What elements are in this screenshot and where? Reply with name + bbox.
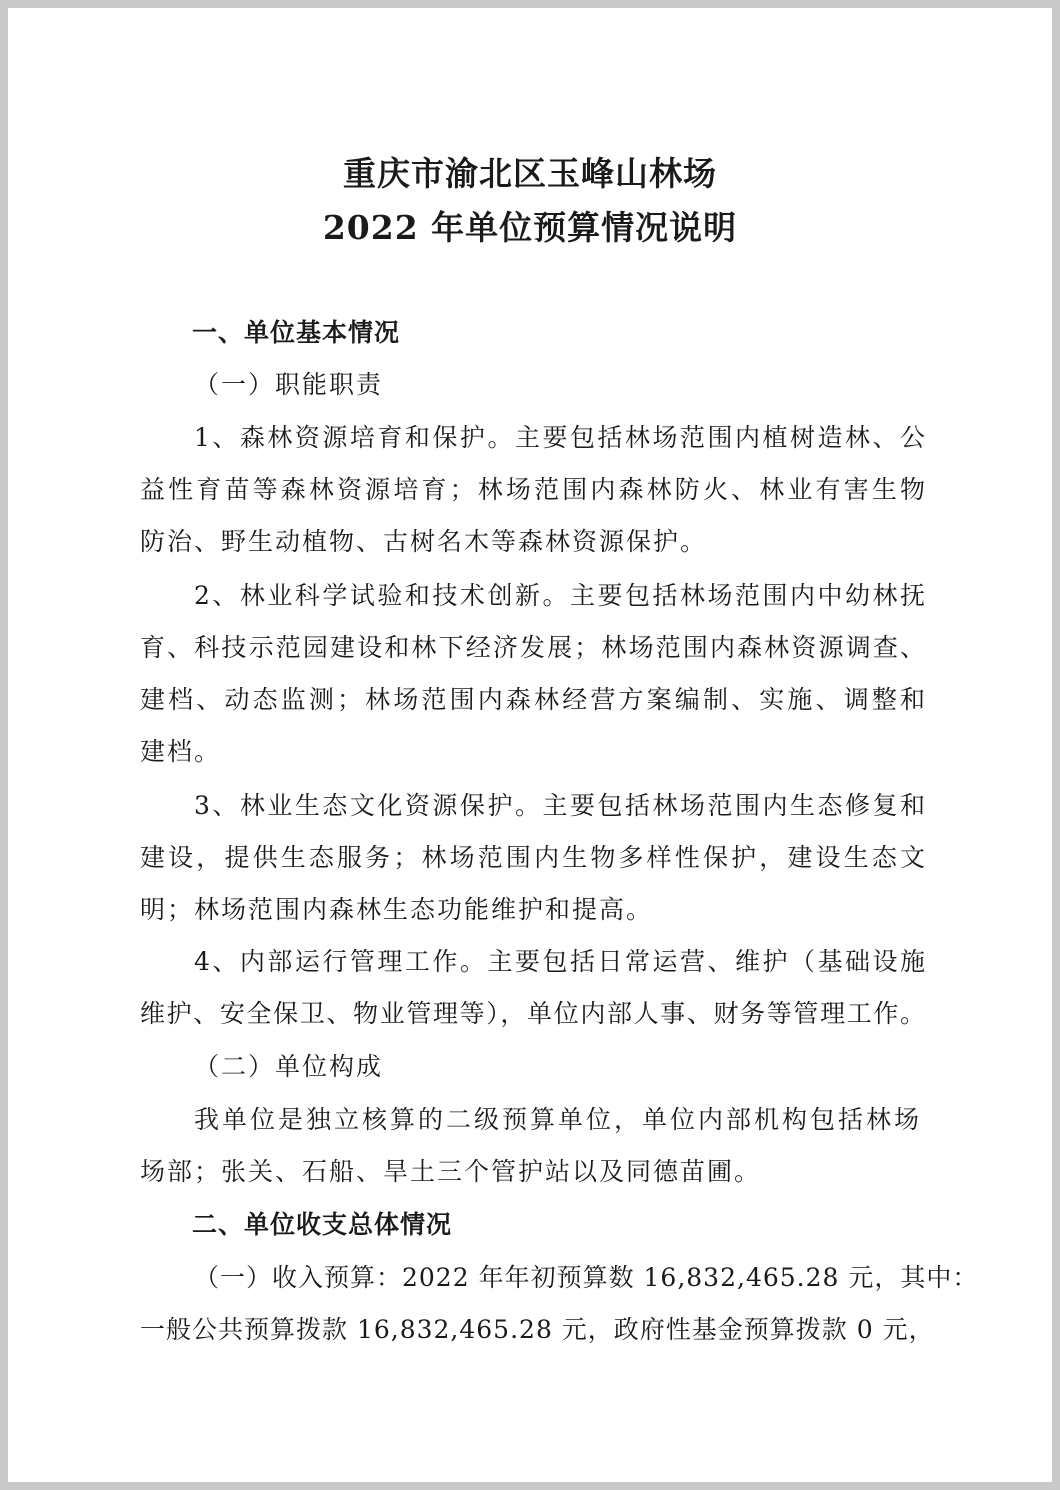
paragraph-line: 1、森林资源培育和保护。主要包括林场范围内植树造林、公 xyxy=(194,423,926,452)
paragraph-line: 防治、野生动植物、古树名木等森林资源保护。 xyxy=(140,527,708,556)
paragraph-line: 明；林场范围内森林生态功能维护和提高。 xyxy=(140,895,654,924)
document-title-line1: 重庆市渝北区玉峰山林场 xyxy=(343,154,717,193)
paragraph-line: 2、林业科学试验和技术创新。主要包括林场范围内中幼林抚 xyxy=(194,581,926,610)
paragraph-line: 建档。 xyxy=(140,737,222,766)
subsection-heading-2: （二）单位构成 xyxy=(194,1052,384,1081)
section-heading-1: 一、单位基本情况 xyxy=(192,318,401,347)
paragraph-line: 益性育苗等森林资源培育；林场范围内森林防火、林业有害生物 xyxy=(140,475,926,504)
paragraph-line: 场部；张关、石船、旱土三个管护站以及同德苗圃。 xyxy=(140,1157,762,1186)
paragraph-line: 建设，提供生态服务；林场范围内生物多样性保护，建设生态文 xyxy=(140,843,926,872)
document-title-line2: 2022 年单位预算情况说明 xyxy=(322,208,738,247)
document-page xyxy=(8,8,1052,1482)
paragraph-line: 维护、安全保卫、物业管理等），单位内部人事、财务等管理工作。 xyxy=(140,999,926,1028)
paragraph-line: 一般公共预算拨款 16,832,465.28 元，政府性基金预算拨款 0 元， xyxy=(140,1315,935,1344)
paragraph-line: 建档、动态监测；林场范围内森林经营方案编制、实施、调整和 xyxy=(140,685,926,714)
paragraph-line: 3、林业生态文化资源保护。主要包括林场范围内生态修复和 xyxy=(194,791,926,820)
paragraph-line: 育、科技示范园建设和林下经济发展；林场范围内森林资源调查、 xyxy=(140,633,926,662)
paragraph-line: 4、内部运行管理工作。主要包括日常运营、维护（基础设施 xyxy=(194,947,926,976)
paragraph-line: 我单位是独立核算的二级预算单位，单位内部机构包括林场 xyxy=(194,1105,920,1134)
paragraph-line: （一）收入预算：2022 年年初预算数 16,832,465.28 元，其中： xyxy=(194,1263,979,1292)
section-heading-2: 二、单位收支总体情况 xyxy=(192,1210,453,1239)
subsection-heading-1: （一）职能职责 xyxy=(194,370,384,399)
